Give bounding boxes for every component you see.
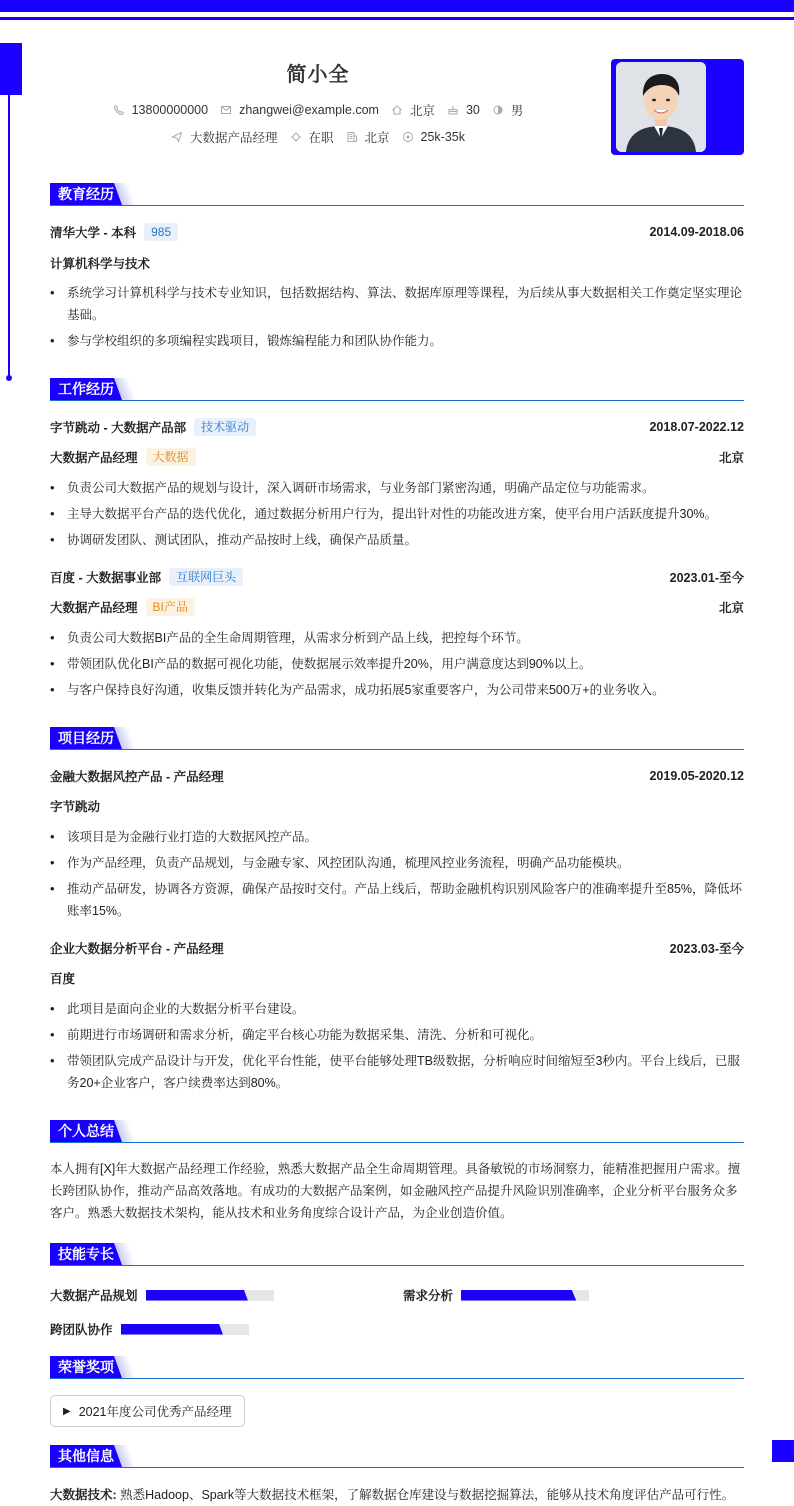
other-info-label: 大数据技术: (50, 1488, 117, 1502)
salary-item (402, 130, 465, 144)
list-item: • 带领团队优化BI产品的数据可视化功能，使数据展示效率提升20%，用户满意度达到90%以上。 (50, 653, 744, 675)
age-item (447, 103, 480, 117)
contact-row (0, 101, 636, 119)
role-tag: 大数据 (146, 448, 196, 466)
list-item: • 协调研发团队、测试团队，推动产品按时上线，确保产品质量。 (50, 529, 744, 551)
list-item: • 负责公司大数据BI产品的全生命周期管理，从需求分析到产品上线，把控每个环节。 (50, 627, 744, 649)
profile-photo (616, 62, 706, 152)
gender-item (492, 101, 524, 119)
skill-item (50, 1320, 249, 1338)
job-header (50, 418, 744, 436)
project-date: 2023.03-至今 (669, 942, 744, 956)
skill-item (50, 1286, 274, 1304)
skill-bar-fill (461, 1290, 576, 1301)
section-title: 项目经历 (50, 727, 122, 749)
project-org: 百度 (50, 972, 76, 986)
project-org-row (50, 797, 744, 815)
section-title: 教育经历 (50, 183, 122, 205)
list-item: • 参与学校组织的多项编程实践项目，锻炼编程能力和团队协作能力。 (50, 330, 744, 352)
top-accent-line (0, 17, 794, 20)
list-item: • 推动产品研发，协调各方资源，确保产品按时交付。产品上线后，帮助金融机构识别风险客户的准确率提升至85%，降低坏账率15%。 (50, 878, 744, 922)
skill-bar (146, 1290, 274, 1301)
section-summary (50, 1120, 744, 1144)
skill-bar-fill (121, 1324, 223, 1335)
list-item: • 系统学习计算机科学与技术专业知识，包括数据结构、算法、数据库原理等课程，为后续从事大数据相关工作奠定坚实理论基础。 (50, 282, 744, 326)
list-item: • 主导大数据平台产品的迭代优化，通过数据分析用户行为，提出针对性的功能改进方案，使平台用户活跃度提升30%。 (50, 503, 744, 525)
section-other (50, 1445, 744, 1469)
city-text: 北京 (364, 131, 390, 145)
resume-name: 简小全 (286, 64, 350, 86)
project-header (50, 767, 744, 785)
company-tag: 技术驱动 (194, 418, 256, 436)
phone-icon (113, 104, 125, 116)
send-icon (171, 131, 183, 143)
job-intent-row (0, 128, 636, 146)
job-date: 2023.01-至今 (669, 571, 744, 585)
company-name: 百度 - 大数据事业部 (50, 571, 162, 585)
job-role-row (50, 448, 744, 466)
section-awards (50, 1356, 744, 1380)
skill-name: 跨团队协作 (50, 1323, 113, 1337)
list-item: • 此项目是面向企业的大数据分析平台建设。 (50, 998, 744, 1020)
hometown-item (391, 101, 435, 119)
email-text: zhangwei@example.com (239, 103, 379, 117)
award-item[interactable] (50, 1395, 245, 1427)
other-info-row (50, 1485, 744, 1503)
home-icon (391, 104, 403, 116)
cake-icon (447, 104, 459, 116)
project-header (50, 939, 744, 957)
skill-bar (121, 1324, 249, 1335)
phone-item (113, 103, 208, 117)
other-info-text: 熟悉Hadoop、Spark等大数据技术框架，了解数据仓库建设与数据挖掘算法，能够从技术角度评估产品可行性。 (120, 1488, 735, 1502)
salary-text: 25k-35k (420, 130, 466, 144)
section-title: 荣誉奖项 (50, 1356, 122, 1378)
skill-bar (461, 1290, 589, 1301)
job-date: 2018.07-2022.12 (649, 420, 744, 434)
list-item: • 带领团队完成产品设计与开发，优化平台性能，使平台能够处理TB级数据，分析响应时间缩短至3秒内。平台上线后，已服务20+企业客户，客户续费率达到80%。 (50, 1050, 744, 1094)
job-role-row (50, 598, 744, 616)
section-title: 其他信息 (50, 1445, 122, 1467)
education-date: 2014.09-2018.06 (649, 225, 744, 239)
status-text: 在职 (308, 131, 334, 145)
job-location: 北京 (718, 601, 744, 615)
list-item: • 该项目是为金融行业打造的大数据风控产品。 (50, 826, 744, 848)
section-title: 工作经历 (50, 378, 122, 400)
section-projects (50, 727, 744, 751)
section-title: 个人总结 (50, 1120, 122, 1142)
skill-bar-fill (146, 1290, 248, 1301)
project-org-row (50, 969, 744, 987)
position-item (171, 128, 278, 146)
school-name: 清华大学 - 本科 (50, 226, 137, 240)
job-location: 北京 (718, 451, 744, 465)
list-item: • 与客户保持良好沟通，收集反馈并转化为产品需求，成功拓展5家重要客户，为公司带来500万+的业务收入。 (50, 679, 744, 701)
education-major-row (50, 254, 744, 272)
education-header (50, 223, 744, 241)
skill-name: 大数据产品规划 (50, 1289, 138, 1303)
school-tag: 985 (144, 223, 178, 241)
position-text: 大数据产品经理 (189, 131, 278, 145)
job-role: 大数据产品经理 (50, 601, 138, 615)
building-icon (346, 131, 358, 143)
age-text: 30 (465, 103, 480, 117)
project-org: 字节跳动 (50, 800, 101, 814)
company-tag: 互联网巨头 (169, 568, 243, 586)
job-role: 大数据产品经理 (50, 451, 138, 465)
status-icon (290, 131, 302, 143)
section-title: 技能专长 (50, 1243, 122, 1265)
mail-icon (220, 104, 232, 116)
job-header (50, 568, 744, 586)
major-name: 计算机科学与技术 (50, 257, 151, 271)
triangle-right-icon: ▶ (63, 1405, 71, 1417)
left-accent-dot (6, 375, 12, 381)
skill-item (403, 1286, 589, 1304)
skill-name: 需求分析 (403, 1289, 454, 1303)
project-name: 金融大数据风控产品 - 产品经理 (50, 770, 224, 784)
award-text: 2021年度公司优秀产品经理 (78, 1405, 232, 1419)
section-work (50, 378, 744, 402)
right-accent-block (772, 1440, 794, 1462)
gender-icon (492, 104, 504, 116)
summary-text: 本人拥有[X]年大数据产品经理工作经验，熟悉大数据产品全生命周期管理。具备敏锐的市场洞察力，能精准把握用户需求。擅长跨团队协作，推动产品高效落地。有成功的大数据产品案例，如金融风控产品提升风险识别准确率，企业分析平台服务众多客户。熟悉大数据技术架构，能从技术和业务角度综合设计产品，为企业创造价值。 (50, 1162, 741, 1220)
top-accent-bar (0, 0, 794, 12)
company-name: 字节跳动 - 大数据产品部 (50, 421, 187, 435)
project-date: 2019.05-2020.12 (649, 769, 744, 783)
list-item: • 负责公司大数据产品的规划与设计，深入调研市场需求，与业务部门紧密沟通，明确产品定位与功能需求。 (50, 477, 744, 499)
money-icon (402, 131, 414, 143)
role-tag: BI产品 (146, 598, 195, 616)
section-education (50, 183, 744, 207)
city-item (346, 128, 390, 146)
project-name: 企业大数据分析平台 - 产品经理 (50, 942, 224, 956)
gender-text: 男 (510, 104, 524, 118)
list-item: • 作为产品经理，负责产品规划，与金融专家、风控团队沟通，梳理风控业务流程，明确产品功能模块。 (50, 852, 744, 874)
status-item (290, 128, 334, 146)
list-item: • 前期进行市场调研和需求分析，确定平台核心功能为数据采集、清洗、分析和可视化。 (50, 1024, 744, 1046)
hometown-text: 北京 (409, 104, 435, 118)
phone-text: 13800000000 (131, 103, 209, 117)
section-skills (50, 1243, 744, 1267)
email-item (220, 103, 379, 117)
